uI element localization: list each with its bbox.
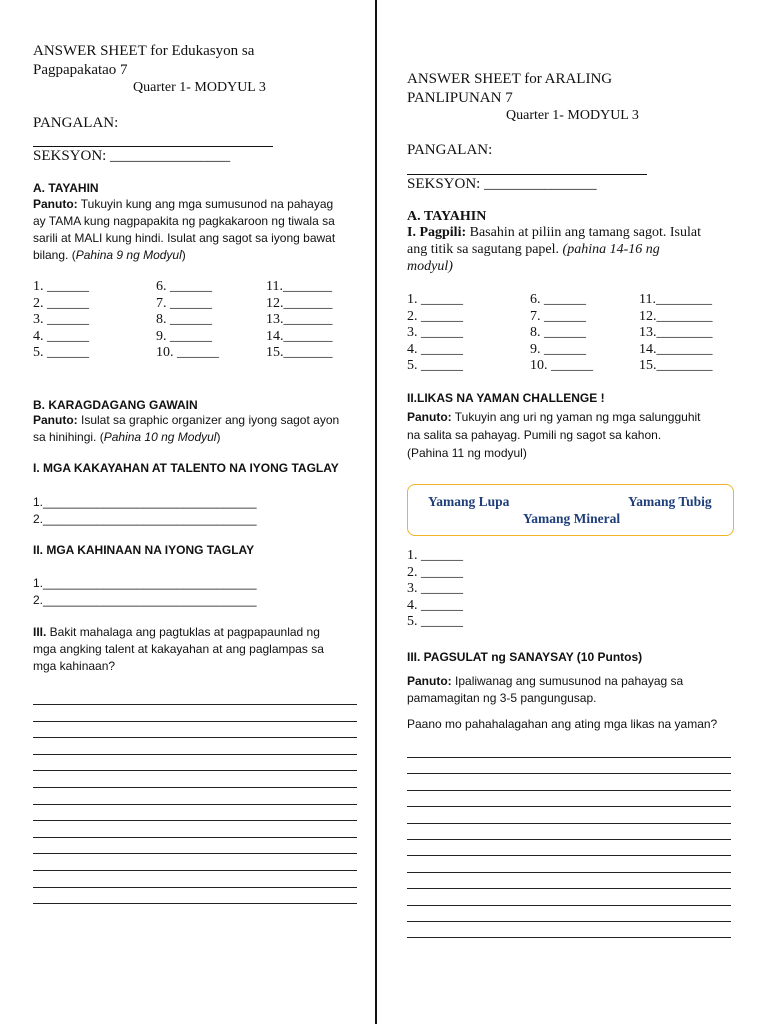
left-iii-line: Bakit mahalaga ang pagtuklas at pagpapaunlad ng — [46, 625, 320, 639]
right-likas-line: na salita sa pahayag. Pumili ng sagot sa kahon. — [407, 428, 662, 442]
essay-line[interactable] — [33, 870, 357, 871]
right-title-line2: PANLIPUNAN 7 — [407, 90, 513, 106]
left-panuto-italic: Pahina 9 ng Modyul — [75, 248, 182, 262]
left-b-panuto-italic: Pahina 10 ng Modyul — [103, 430, 217, 444]
answer-cell[interactable]: 5. ______ — [33, 345, 89, 360]
left-b-panuto-end: ) — [216, 430, 221, 444]
right-likas-line: Tukuyin ang uri ng yaman ng mga salungguhit — [451, 410, 701, 424]
right-iii-panuto-line: pamamagitan ng 3-5 pangungusap. — [407, 691, 597, 705]
right-pagpili-italic: (pahina 14-16 ng — [562, 242, 660, 257]
left-b-panuto-label: Panuto: — [33, 413, 78, 427]
likas-answer[interactable]: 4. ______ — [407, 597, 463, 613]
answer-cell[interactable]: 5. ______ — [407, 358, 463, 373]
essay-line[interactable] — [407, 905, 731, 906]
essay-line[interactable] — [33, 804, 357, 805]
left-ii-item[interactable]: 1.________________________________ — [33, 576, 257, 590]
left-quarter: Quarter 1- MODYUL 3 — [133, 80, 266, 95]
likas-answer[interactable]: 2. ______ — [407, 564, 463, 580]
right-title-line1: ANSWER SHEET for ARALING — [407, 71, 613, 87]
answer-cell[interactable]: 1. ______ — [33, 279, 89, 294]
left-panuto-line: bilang. ( — [33, 248, 76, 262]
essay-line[interactable] — [33, 770, 357, 771]
likas-answer[interactable]: 3. ______ — [407, 581, 463, 596]
left-title-line2: Pagpapakatao 7 — [33, 62, 128, 78]
left-b-heading: B. KARAGDAGANG GAWAIN — [33, 398, 198, 412]
essay-line[interactable] — [33, 737, 357, 738]
column-divider — [375, 0, 377, 1024]
answer-cell[interactable]: 4. ______ — [33, 328, 89, 344]
essay-line[interactable] — [407, 757, 731, 758]
word-choice: Yamang Mineral — [523, 511, 621, 526]
essay-line[interactable] — [407, 823, 731, 824]
left-panuto-line: ay TAMA kung nagpapakita ng pagkakaroon ng tiwala sa — [33, 214, 335, 228]
essay-line[interactable] — [33, 903, 357, 904]
left-i-heading: I. MGA KAKAYAHAN AT TALENTO NA IYONG TAGLAY — [33, 461, 339, 475]
right-pagpili-line2: ang titik sa sagutang papel. — [407, 242, 563, 257]
left-ii-heading: II. MGA KAHINAAN NA IYONG TAGLAY — [33, 543, 255, 557]
essay-line[interactable] — [33, 853, 357, 854]
answer-cell[interactable]: 15._______ — [266, 345, 333, 360]
right-pagpili — [407, 224, 737, 275]
answer-cell[interactable]: 4. ______ — [407, 341, 463, 357]
answer-cell[interactable]: 9. ______ — [156, 328, 212, 344]
likas-answer[interactable]: 5. ______ — [407, 614, 463, 629]
right-likas-panuto — [407, 408, 737, 462]
word-choice: Yamang Tubig — [628, 494, 712, 509]
answer-cell[interactable]: 12._______ — [266, 295, 333, 311]
left-panuto-label: Panuto: — [33, 197, 78, 211]
left-iii-line: mga angking talent at kakayahan at ang paglampas sa — [33, 642, 324, 656]
essay-line[interactable] — [33, 754, 357, 755]
answer-cell[interactable]: 12.________ — [639, 308, 713, 324]
essay-line[interactable] — [407, 888, 731, 889]
right-answer-grid — [407, 292, 713, 375]
answer-cell[interactable]: 15.________ — [639, 358, 713, 373]
essay-line[interactable] — [33, 704, 357, 705]
answer-cell[interactable]: 6. ______ — [530, 292, 586, 307]
left-b-panuto — [33, 412, 368, 446]
essay-line[interactable] — [407, 806, 731, 807]
right-pagpili-label: I. Pagpili: — [407, 225, 467, 240]
left-panuto-end: ) — [181, 248, 186, 262]
likas-answer[interactable]: 1. ______ — [407, 548, 463, 563]
right-a-heading: A. TAYAHIN — [407, 209, 487, 224]
answer-cell[interactable]: 9. ______ — [530, 341, 586, 357]
left-panuto-line: Tukuyin kung ang mga sumusunod na pahayag — [77, 197, 334, 211]
word-choice: Yamang Lupa — [428, 494, 510, 509]
answer-cell[interactable]: 13._______ — [266, 312, 333, 327]
answer-cell[interactable]: 11._______ — [266, 279, 332, 294]
right-likas-answers — [407, 548, 463, 631]
left-b-panuto-text: Isulat sa graphic organizer ang iyong sagot ayon — [77, 413, 340, 427]
left-iii-line: mga kahinaan? — [33, 659, 116, 673]
answer-cell[interactable]: 10. ______ — [156, 345, 219, 360]
essay-line[interactable] — [33, 721, 357, 722]
left-i-item[interactable]: 2.________________________________ — [33, 512, 257, 526]
right-likas-heading: II.LIKAS NA YAMAN CHALLENGE ! — [407, 391, 605, 405]
left-ii-item[interactable]: 2.________________________________ — [33, 593, 257, 607]
answer-cell[interactable]: 7. ______ — [530, 308, 586, 324]
answer-cell[interactable]: 14.________ — [639, 341, 713, 357]
essay-line[interactable] — [407, 872, 731, 873]
right-pagpili-italic: modyul) — [407, 259, 453, 274]
left-i-item[interactable]: 1.________________________________ — [33, 495, 257, 509]
left-a-heading: A. TAYAHIN — [33, 181, 99, 195]
answer-cell[interactable]: 3. ______ — [33, 312, 89, 327]
right-iii-panuto-label: Panuto: — [407, 674, 452, 688]
right-iii-panuto — [407, 673, 737, 707]
left-seksyon-label: SEKSYON: ________________ — [33, 148, 231, 164]
answer-cell[interactable]: 13.________ — [639, 325, 713, 340]
left-iii-question — [33, 624, 368, 675]
essay-line[interactable] — [33, 887, 357, 888]
left-panuto — [33, 196, 368, 264]
answer-cell[interactable]: 8. ______ — [156, 312, 212, 327]
essay-line[interactable] — [33, 787, 357, 788]
right-likas-line: (Pahina 11 ng modyul) — [407, 446, 527, 460]
answer-cell[interactable]: 6. ______ — [156, 279, 212, 294]
answer-cell[interactable]: 7. ______ — [156, 295, 212, 311]
answer-cell[interactable]: 10. ______ — [530, 358, 593, 373]
word-choice-box — [407, 484, 734, 536]
left-pangalan-label: PANGALAN: — [33, 115, 119, 131]
right-pagpili-text: Basahin at piliin ang tamang sagot. Isulat — [466, 225, 701, 240]
answer-cell[interactable]: 8. ______ — [530, 325, 586, 340]
right-likas-panuto-label: Panuto: — [407, 410, 452, 424]
left-iii-label: III. — [33, 625, 47, 639]
essay-line[interactable] — [33, 837, 357, 838]
right-iii-panuto-line: Ipaliwanag ang sumusunod na pahayag sa — [451, 674, 684, 688]
right-seksyon-label: SEKSYON: _______________ — [407, 176, 597, 192]
essay-line[interactable] — [407, 921, 731, 922]
left-panuto-line: sarili at MALI kung hindi. Isulat ang sagot sa iyong bawat — [33, 231, 336, 245]
essay-line[interactable] — [33, 820, 357, 821]
essay-line[interactable] — [407, 855, 731, 856]
right-question: Paano mo pahahalagahan ang ating mga likas na yaman? — [407, 717, 718, 731]
answer-cell[interactable]: 1. ______ — [407, 292, 463, 307]
essay-line[interactable] — [407, 839, 731, 840]
essay-line[interactable] — [407, 773, 731, 774]
essay-line[interactable] — [407, 937, 731, 938]
right-quarter: Quarter 1- MODYUL 3 — [506, 108, 639, 123]
right-pangalan-label: PANGALAN: — [407, 142, 493, 158]
answer-cell[interactable]: 2. ______ — [33, 295, 89, 311]
answer-cell[interactable]: 14._______ — [266, 328, 333, 344]
answer-cell[interactable]: 3. ______ — [407, 325, 463, 340]
left-b-panuto-line2: sa hinihingi. ( — [33, 430, 104, 444]
left-answer-grid — [33, 279, 333, 362]
answer-cell[interactable]: 11.________ — [639, 292, 712, 307]
right-iii-heading: III. PAGSULAT ng SANAYSAY (10 Puntos) — [407, 650, 643, 664]
left-title-line1: ANSWER SHEET for Edukasyon sa — [33, 43, 255, 59]
essay-line[interactable] — [407, 790, 731, 791]
answer-cell[interactable]: 2. ______ — [407, 308, 463, 324]
